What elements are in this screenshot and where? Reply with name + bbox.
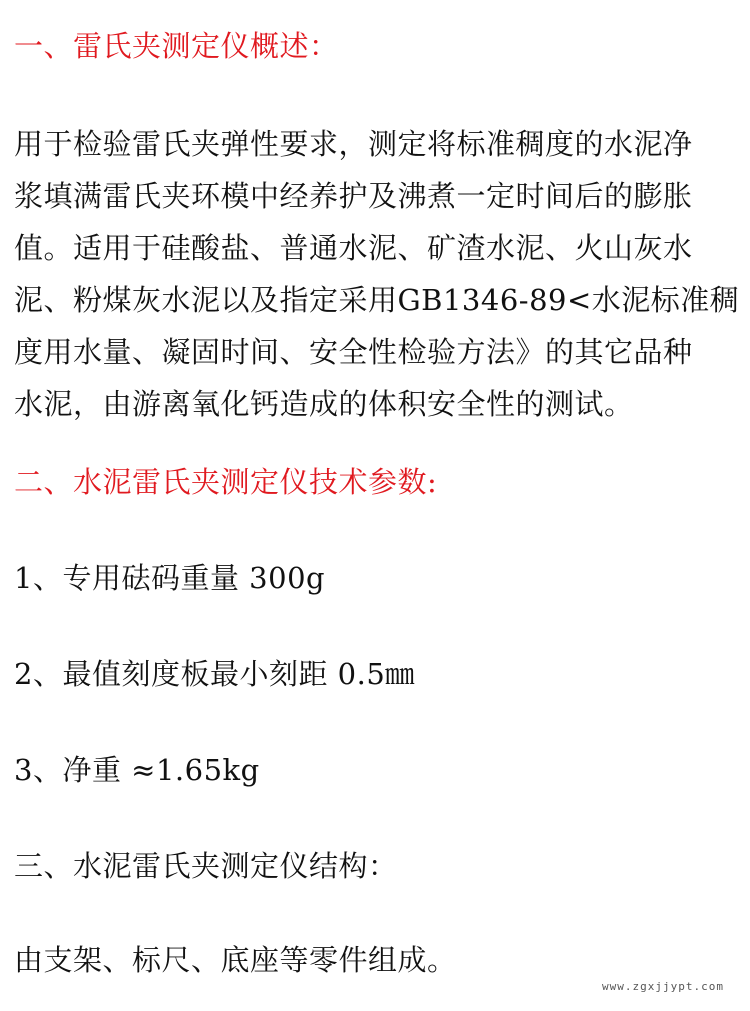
- section3-body: 由支架、标尺、底座等零件组成。: [14, 943, 457, 977]
- section1-heading: 一、雷氏夹测定仪概述：: [14, 29, 339, 63]
- section1-line-1: 用于检验雷氏夹弹性要求，测定将标准稠度的水泥净: [14, 127, 693, 161]
- section1-line-5: 度用水量、凝固时间、安全性检验方法》的其它品种: [14, 335, 693, 369]
- param-item-1: 1、专用砝码重量 300g: [14, 561, 326, 595]
- param-item-3: 3、净重 ≈1.65kg: [14, 753, 260, 787]
- section3-heading: 三、水泥雷氏夹测定仪结构：: [14, 849, 398, 883]
- section1-line-4: 泥、粉煤灰水泥以及指定采用GB1346-89<水泥标准稠: [14, 283, 740, 317]
- section1-line-3: 值。适用于硅酸盐、普通水泥、矿渣水泥、火山灰水: [14, 231, 693, 265]
- param-item-2: 2、最值刻度板最小刻距 0.5㎜: [14, 657, 415, 691]
- watermark-text: www.zgxjjypt.com: [602, 980, 724, 993]
- section2-heading: 二、水泥雷氏夹测定仪技术参数:: [14, 465, 438, 499]
- section1-line-6: 水泥，由游离氧化钙造成的体积安全性的测试。: [14, 387, 634, 421]
- section1-line-2: 浆填满雷氏夹环模中经养护及沸煮一定时间后的膨胀: [14, 179, 693, 213]
